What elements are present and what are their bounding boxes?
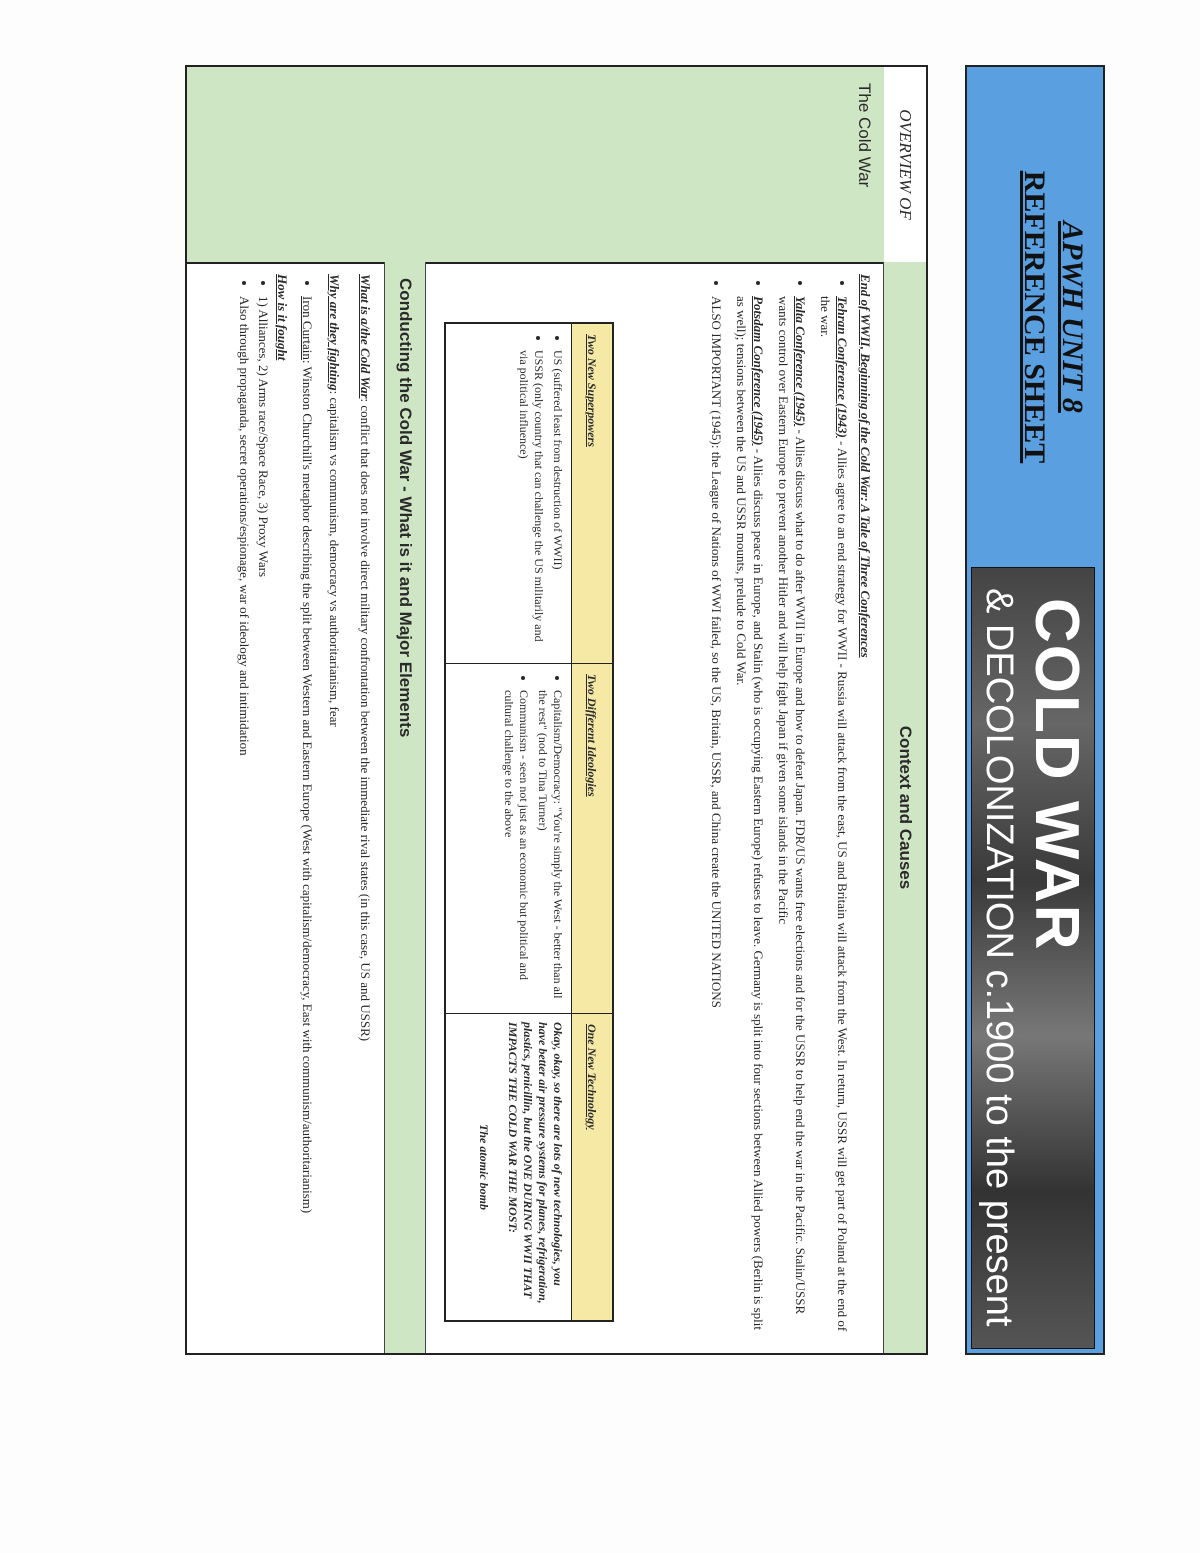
- three-column-table: [444, 322, 614, 1322]
- reference-sheet: [185, 65, 1105, 1355]
- conferences-subheading: End of WWII, Beginning of the Cold War: A Tale of Three Conferences: [858, 274, 873, 658]
- list-item: [733, 296, 767, 1344]
- why-line: [326, 274, 343, 1344]
- title-line-1: APWH UNIT 8: [1056, 221, 1089, 413]
- conference-text: - Allies agree to an end strategy for WWII - Russia will attack from the east, US and Britain will attack from the West. In return, USSR will get part of Poland at the end of the war.: [818, 296, 850, 1332]
- cold-war-banner-image: [971, 567, 1095, 1349]
- technology-heading: One New Technology: [571, 1014, 612, 1320]
- superpowers-column: [446, 324, 612, 664]
- list-item: • USSR (only country that can challenge the US militarily and via political influence): [516, 350, 546, 655]
- title-line-2: REFERENCE SHEET: [1018, 170, 1051, 464]
- conference-text: - Allies discuss peace in Europe, and Stalin (who is occupying Eastern Europe) refuses to leave. Germany is split into four sections between Allied powers (Berlin is split as well); tensions between the US and USSR mounts, prelude to Cold War.: [734, 296, 766, 1331]
- list-item: [775, 296, 809, 1344]
- conference-list: [708, 274, 851, 1344]
- list-item: • Also through propaganda, secret operations/espionage, war of ideology and intimidation: [236, 296, 253, 1344]
- iron-curtain-text: : Winston Churchill's metaphor describing the split between Western and Eastern Europe (West with capitalism/democracy, East with communism/authoritarianism): [300, 359, 315, 1214]
- ideologies-column: [446, 664, 612, 1014]
- list-item: [817, 296, 851, 1344]
- conducting-heading: Conducting the Cold War - What is it and Major Elements: [384, 262, 426, 1353]
- ideologies-heading: Two Different Ideologies: [571, 664, 612, 1013]
- right-column: [187, 262, 926, 1353]
- what-line: [357, 274, 374, 1344]
- how-line: [274, 274, 291, 1344]
- conducting-content: [228, 274, 374, 1344]
- technology-answer: The atomic bomb: [477, 1124, 491, 1210]
- what-text: : conflict that does not involve direct military confrontation between the immediate rival states (in this case, US and USSR): [358, 398, 373, 1042]
- list-item: [708, 296, 725, 1344]
- list-item: • 1) Alliances, 2) Arms race/Space Race, 3) Proxy Wars: [255, 296, 272, 1344]
- list-item: [299, 296, 316, 1344]
- why-label: Why are they fighting: [327, 274, 342, 391]
- topic-cell: [187, 67, 884, 262]
- overview-table: [185, 65, 928, 1355]
- sheet-title: [1017, 167, 1089, 467]
- topic-label: The Cold War: [855, 83, 874, 188]
- list-item: • Capitalism/Democracy: "You're simply the West - better than all the rest" (nod to Tina Turner): [535, 690, 565, 1005]
- banner-small-text: & DECOLONIZATION c.1900 to the present: [978, 588, 1020, 1327]
- list-item: • US (suffered least from destruction of WWII): [550, 350, 565, 655]
- why-text: : capitalism vs communism, democracy vs authoritarianism, fear: [327, 390, 342, 727]
- conference-label: Tehran Conference (1943): [835, 296, 850, 438]
- conference-label: Potsdam Conference (1945): [751, 296, 766, 446]
- how-label: How is it fought: [275, 274, 290, 361]
- iron-curtain-label: Iron Curtain: [300, 296, 315, 360]
- what-label: What is a/the Cold War: [358, 274, 373, 399]
- context-content: [700, 274, 874, 1344]
- list-item: • Communism - seen not just as an economic but political and cultural challenge to the above: [501, 690, 531, 1005]
- overview-label: OVERVIEW OF: [883, 67, 926, 262]
- context-heading: Context and Causes: [883, 262, 926, 1353]
- conference-text: ALSO IMPORTANT (1945): the League of Nations of WWI failed, so the US, Britain, USSR, and China create the UNITED NATIONS: [709, 296, 724, 1008]
- banner-big-text: COLD WAR: [1022, 598, 1091, 952]
- conference-text: - Allies discuss what to do after WWII in Europe and how to defeat Japan. FDR/US wants free elections and for the USSR to help end the war in the Pacific. Stalin/USSR wants control over Eastern Europe to prevent another Hitler and will help fight Japan if given some islands in the Pacific: [776, 296, 808, 1315]
- left-column: [187, 67, 926, 264]
- header-banner: [965, 65, 1105, 1355]
- conference-label: Yalta Conference (1945): [793, 296, 808, 427]
- technology-column: [446, 1014, 612, 1320]
- technology-note: Okay, okay, so there are lots of new technologies, you have better air pressure systems for planes, refrigeration, plastics, penicillin, but the ONE DURING WWII THAT IMPACTS THE COLD WAR THE MOST:: [506, 1022, 565, 1304]
- superpowers-heading: Two New Superpowers: [571, 324, 612, 663]
